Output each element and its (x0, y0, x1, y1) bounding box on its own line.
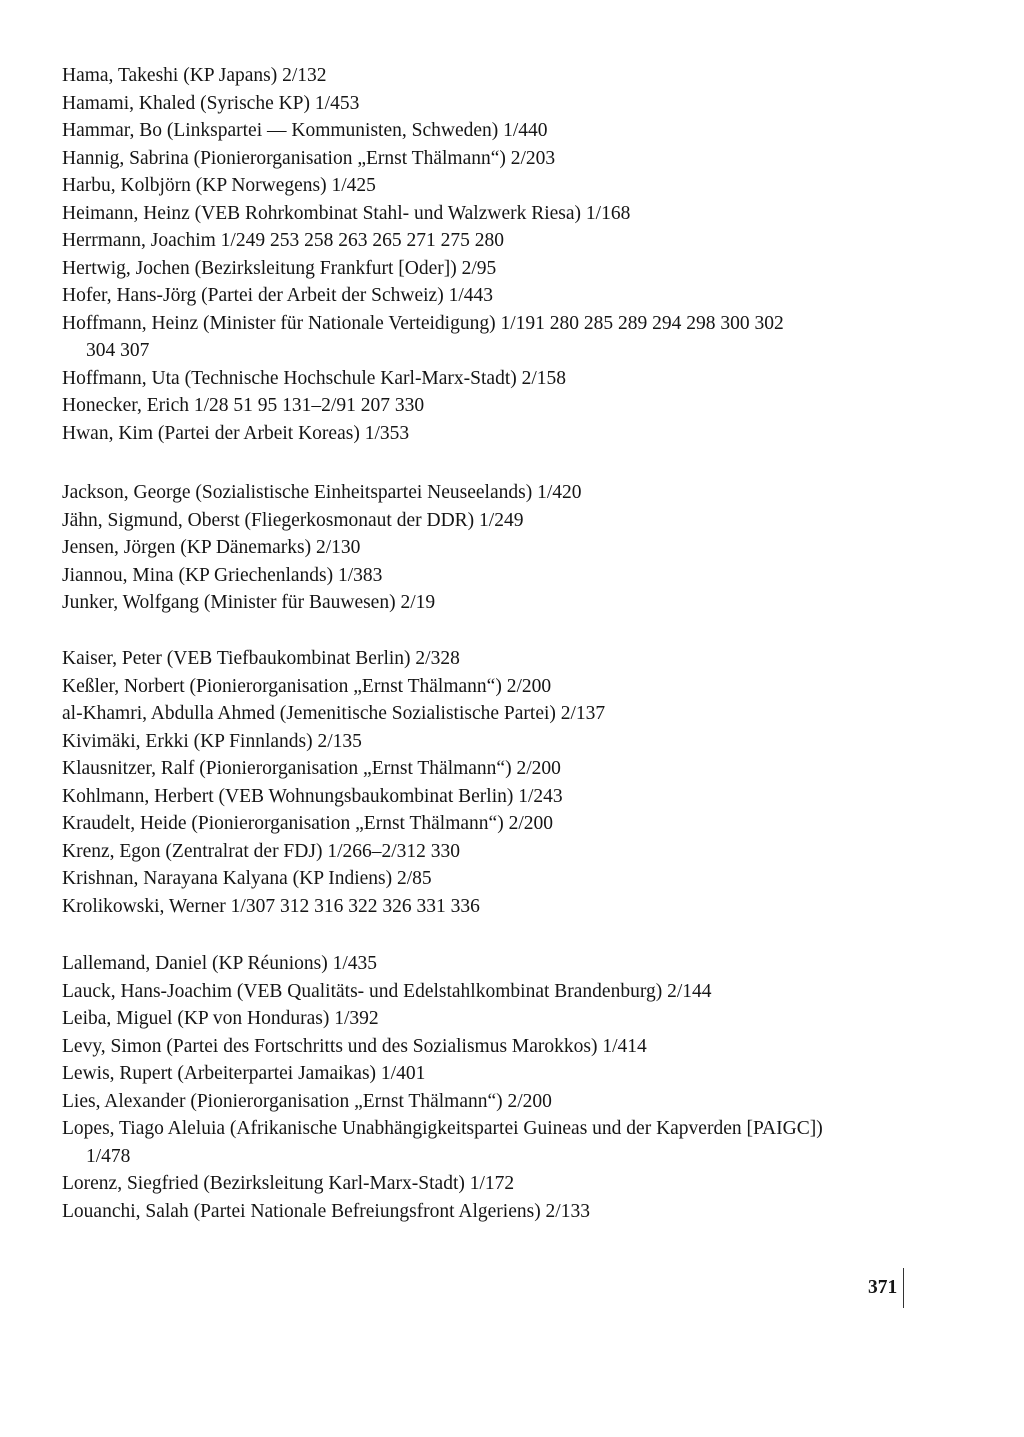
index-entry (62, 310, 922, 365)
entry-line: Krishnan, Narayana Kalyana (KP Indiens) 2/85 (62, 868, 432, 889)
entry-line: Hertwig, Jochen (Bezirksleitung Frankfurt [Oder]) 2/95 (62, 257, 497, 279)
entry-line: Lopes, Tiago Aleluia (Afrikanische Unabhängigkeitspartei Guineas und der Kapverden [PAIGC]) (62, 1118, 823, 1139)
entry-line: Lorenz, Siegfried (Bezirksleitung Karl-Marx-Stadt) 1/172 (62, 1173, 515, 1194)
page-number: 371 (868, 1277, 898, 1298)
entry-line: Hoffmann, Heinz (Minister für Nationale Verteidigung) 1/191 280 285 289 294 298 300 302 (62, 312, 784, 334)
entry-line: Hammar, Bo (Linkspartei — Kommunisten, Schweden) 1/440 (62, 120, 548, 141)
entry-line: Keßler, Norbert (Pionierorganisation „Ernst Thälmann“) 2/200 (62, 675, 552, 697)
index-entry (62, 534, 922, 562)
index-entry (62, 645, 922, 673)
entry-line: Krenz, Egon (Zentralrat der FDJ) 1/266–2/312 330 (62, 840, 461, 862)
entry-line: Kaiser, Peter (VEB Tiefbaukombinat Berlin) 2/328 (62, 648, 460, 669)
entry-line: Harbu, Kolbjörn (KP Norwegens) 1/425 (62, 175, 376, 196)
index-entry (62, 1088, 922, 1116)
index-entry (62, 507, 922, 535)
index-entry (62, 117, 922, 145)
entry-line: Hwan, Kim (Partei der Arbeit Koreas) 1/353 (62, 422, 410, 444)
entry-line: Krolikowski, Werner 1/307 312 316 322 326 331 336 (62, 895, 480, 917)
entry-line: al-Khamri, Abdulla Ahmed (Jemenitische Sozialistische Partei) 2/137 (62, 703, 606, 724)
entry-line: Jensen, Jörgen (KP Dänemarks) 2/130 (62, 537, 361, 558)
index-entry (62, 673, 922, 701)
index-entry (62, 1033, 922, 1061)
entry-line: Jähn, Sigmund, Oberst (Fliegerkosmonaut der DDR) 1/249 (62, 509, 524, 531)
index-entry (62, 562, 922, 590)
index-entry (62, 1005, 922, 1033)
entry-line: Junker, Wolfgang (Minister für Bauwesen) 2/19 (62, 592, 436, 613)
entry-line: Hofer, Hans-Jörg (Partei der Arbeit der Schweiz) 1/443 (62, 285, 493, 306)
entry-line: Leiba, Miguel (KP von Honduras) 1/392 (62, 1008, 379, 1029)
index-entry (62, 1060, 922, 1088)
page-edge-line (903, 1268, 904, 1308)
entry-line: Kohlmann, Herbert (VEB Wohnungsbaukombinat Berlin) 1/243 (62, 785, 563, 807)
index-entry (62, 589, 922, 617)
entry-line: Herrmann, Joachim 1/249 253 258 263 265 271 275 280 (62, 230, 504, 251)
entry-line: Klausnitzer, Ralf (Pionierorganisation „Ernst Thälmann“) 2/200 (62, 758, 561, 779)
index-entry (62, 392, 922, 420)
entry-line: Kivimäki, Erkki (KP Finnlands) 2/135 (62, 730, 362, 752)
entry-line: Levy, Simon (Partei des Fortschritts und des Sozialismus Marokkos) 1/414 (62, 1035, 647, 1057)
index-entry (62, 90, 922, 118)
index-entry (62, 950, 922, 978)
entry-line: Lauck, Hans-Joachim (VEB Qualitäts- und Edelstahlkombinat Brandenburg) 2/144 (62, 980, 712, 1002)
index-entry (62, 255, 922, 283)
index-entry (62, 978, 922, 1006)
entry-line: Kraudelt, Heide (Pionierorganisation „Ernst Thälmann“) 2/200 (62, 813, 553, 834)
entry-continuation-line: 304 307 (86, 340, 150, 361)
index-entry (62, 227, 922, 255)
entry-line: Hamami, Khaled (Syrische KP) 1/453 (62, 92, 360, 114)
entry-line: Hama, Takeshi (KP Japans) 2/132 (62, 65, 327, 86)
index-entry (62, 1170, 922, 1198)
index-entry (62, 62, 922, 90)
entry-line: Lewis, Rupert (Arbeiterpartei Jamaikas) 1/401 (62, 1063, 426, 1084)
index-entry (62, 810, 922, 838)
entry-line: Heimann, Heinz (VEB Rohrkombinat Stahl- und Walzwerk Riesa) 1/168 (62, 202, 631, 224)
entry-line: Louanchi, Salah (Partei Nationale Befreiungsfront Algeriens) 2/133 (62, 1200, 590, 1222)
index-entry (62, 365, 922, 393)
index-entry (62, 755, 922, 783)
index-entry (62, 838, 922, 866)
index-entry (62, 200, 922, 228)
entry-line: Lies, Alexander (Pionierorganisation „Ernst Thälmann“) 2/200 (62, 1090, 552, 1112)
entry-line: Jackson, George (Sozialistische Einheitspartei Neuseelands) 1/420 (62, 482, 582, 503)
entry-line: Honecker, Erich 1/28 51 95 131–2/91 207 330 (62, 395, 425, 416)
index-entry (62, 700, 922, 728)
entry-line: Jiannou, Mina (KP Griechenlands) 1/383 (62, 564, 383, 586)
index-entry (62, 1198, 922, 1226)
entry-line: Hoffmann, Uta (Technische Hochschule Karl-Marx-Stadt) 2/158 (62, 367, 567, 389)
index-entry (62, 282, 922, 310)
entry-line: Hannig, Sabrina (Pionierorganisation „Ernst Thälmann“) 2/203 (62, 147, 556, 169)
index-entry (62, 865, 922, 893)
index-entry (62, 1115, 922, 1170)
index-entry (62, 893, 922, 921)
index-entry (62, 479, 922, 507)
index-entry (62, 783, 922, 811)
entry-continuation-line: 1/478 (86, 1145, 131, 1167)
index-entry (62, 728, 922, 756)
entry-line: Lallemand, Daniel (KP Réunions) 1/435 (62, 953, 378, 974)
index-entry (62, 145, 922, 173)
index-entry (62, 420, 922, 448)
index-entry (62, 172, 922, 200)
